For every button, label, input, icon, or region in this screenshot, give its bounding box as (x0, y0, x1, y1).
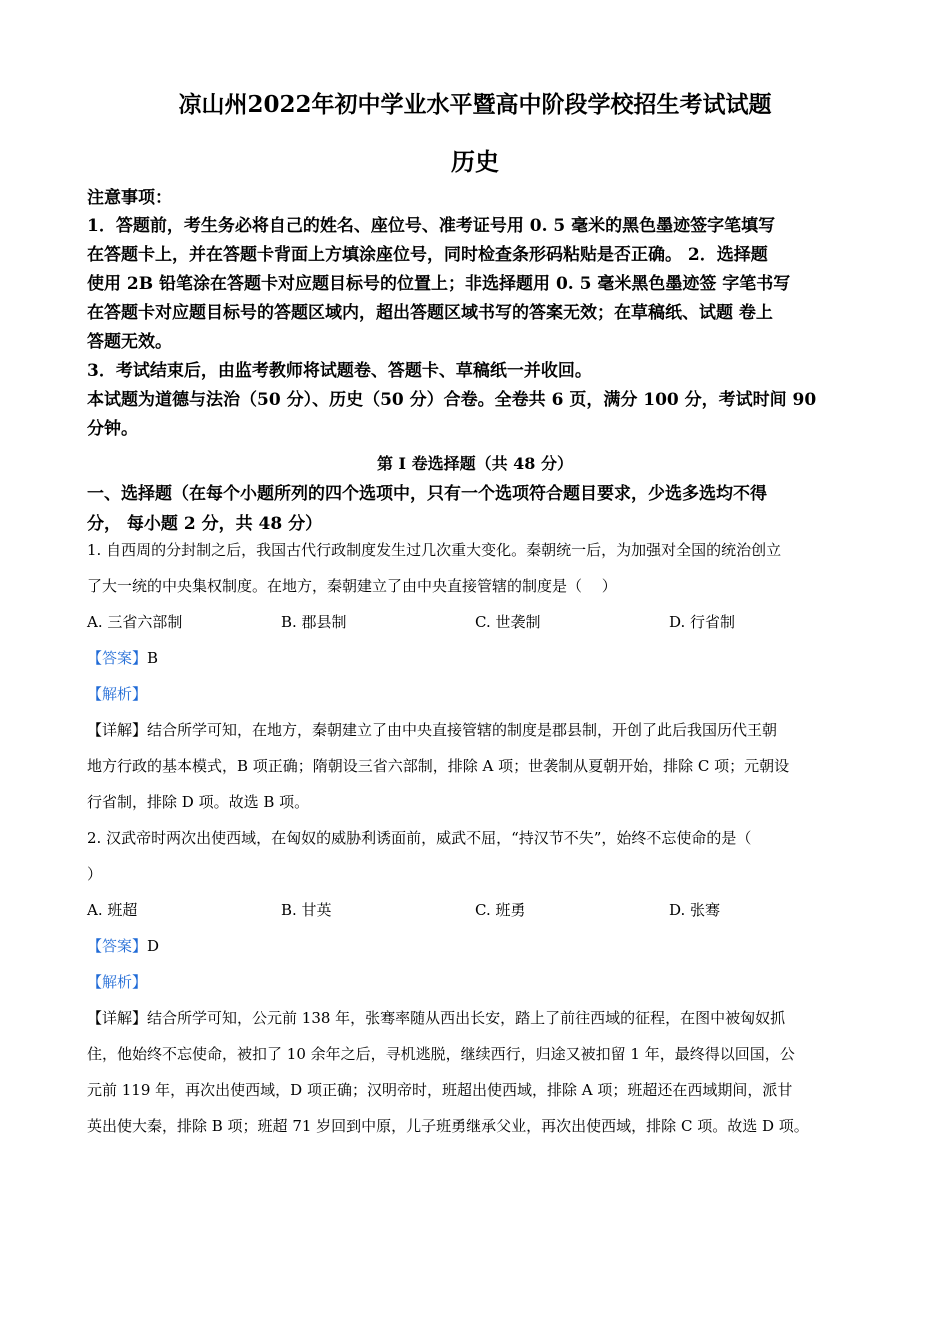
question-2-detail: 元前 119 年，再次出使西域，D 项正确；汉明帝时，班超出使西域，排除 A 项；班超还在西域期间，派甘 (87, 1081, 793, 1099)
section-intro-line: 分， 每小题 2 分，共 48 分） (87, 514, 323, 534)
option-a: A. 班超 (87, 901, 138, 919)
detail-label: 【详解】 (87, 1009, 148, 1027)
notes-heading: 注意事项： (87, 188, 172, 208)
notes-line: 3．考试结束后，由监考教师将试题卷、答题卡、草稿纸一并收回。 (87, 361, 592, 381)
section-heading: 第 I 卷选择题（共 48 分） (376, 454, 574, 473)
answer-label: 【答案】 (87, 937, 148, 955)
question-1-detail (87, 712, 867, 748)
exam-title: 凉山州2022年初中学业水平暨高中阶段学校招生考试试题 (178, 91, 772, 118)
notes-body (87, 212, 867, 444)
question-2-detail: 英出使大秦，排除 B 项；班超 71 岁回到中原，儿子班勇继承父业，再次出使西域，排除 C 项。故选 D 项。 (87, 1117, 809, 1135)
question-1-options (87, 604, 867, 640)
detail-text: 结合所学可知，在地方，秦朝建立了由中央直接管辖的制度是郡县制，开创了此后我国历代王朝 (147, 721, 778, 739)
option-b: B. 郡县制 (281, 613, 347, 631)
answer-value: D (147, 937, 160, 955)
analysis-label: 【解析】 (87, 973, 148, 991)
question-1-analysis (87, 676, 867, 712)
analysis-label: 【解析】 (87, 685, 148, 703)
question-1-stem: 了大一统的中央集权制度。在地方，秦朝建立了由中央直接管辖的制度是（ ） (87, 577, 617, 595)
option-c: C. 世袭制 (475, 613, 541, 631)
question-2-options (87, 892, 867, 928)
question-2-detail (87, 1000, 867, 1036)
detail-label: 【详解】 (87, 721, 148, 739)
notes-line: 分钟。 (87, 419, 138, 439)
notes-line: 在答题卡对应题目标号的答题区域内，超出答题区域书写的答案无效；在草稿纸、试题 卷上 (87, 303, 773, 323)
question-1-stem: 1. 自西周的分封制之后，我国古代行政制度发生过几次重大变化。秦朝统一后，为加强对全国的统治创立 (87, 541, 782, 559)
section-intro-line: 一、选择题（在每个小题所列的四个选项中，只有一个选项符合题目要求，少选多选均不得 (87, 484, 767, 504)
question-2-detail: 住，他始终不忘使命，被扣了 10 余年之后，寻机逃脱，继续西行，归途又被扣留 1 年，最终得以回国，公 (87, 1045, 795, 1063)
question-1-answer (87, 640, 867, 676)
notes-line: 使用 2B 铅笔涂在答题卡对应题目标号的位置上；非选择题用 0. 5 毫米黑色墨迹签 字笔书写 (87, 274, 791, 294)
option-d: D. 行省制 (669, 613, 736, 631)
question-2-stem: 2. 汉武帝时两次出使西域，在匈奴的威胁利诱面前，威武不屈，“持汉节不失”，始终不忘使命的是（ (87, 829, 752, 847)
question-2-answer (87, 928, 867, 964)
section-intro (87, 479, 867, 539)
questions-body (87, 532, 867, 1144)
notes-line: 答题无效。 (87, 332, 172, 352)
option-c: C. 班勇 (475, 901, 526, 919)
subject-title: 历史 (451, 147, 499, 176)
answer-value: B (147, 649, 159, 667)
question-1-detail: 行省制，排除 D 项。故选 B 项。 (87, 793, 310, 811)
option-a: A. 三省六部制 (87, 613, 183, 631)
question-2-analysis (87, 964, 867, 1000)
detail-text: 结合所学可知，公元前 138 年，张骞率随从西出长安，踏上了前往西域的征程，在图中被匈奴抓 (147, 1009, 786, 1027)
question-2-stem: ） (87, 865, 103, 883)
question-1-detail: 地方行政的基本模式，B 项正确；隋朝设三省六部制，排除 A 项；世袭制从夏朝开始，排除 C 项；元朝设 (87, 757, 790, 775)
option-d: D. 张骞 (669, 901, 721, 919)
option-b: B. 甘英 (281, 901, 332, 919)
notes-line: 在答题卡上，并在答题卡背面上方填涂座位号，同时检查条形码粘贴是否正确。 2．选择题 (87, 245, 768, 265)
notes-line: 本试题为道德与法治（50 分）、历史（50 分）合卷。全卷共 6 页，满分 100 分，考试时间 90 (87, 390, 817, 410)
notes-line: 1．答题前，考生务必将自己的姓名、座位号、准考证号用 0. 5 毫米的黑色墨迹签字笔填写 (87, 216, 776, 236)
answer-label: 【答案】 (87, 649, 148, 667)
